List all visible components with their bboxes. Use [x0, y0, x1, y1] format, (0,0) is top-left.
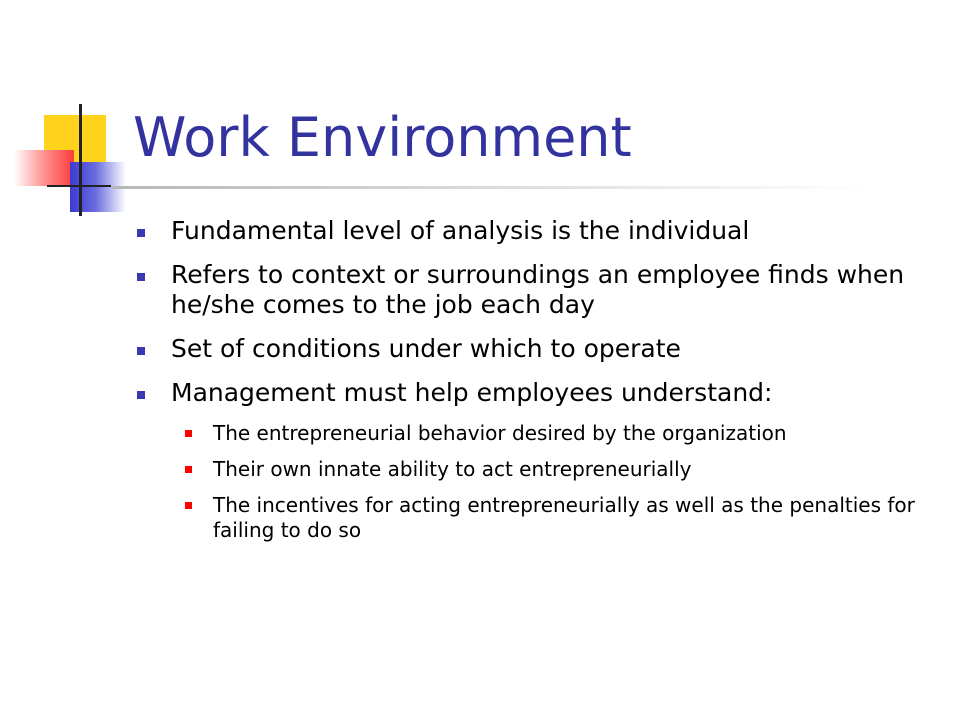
sub-bullet-item: The incentives for acting entrepreneurially as well as the penalties for failing to do so — [177, 493, 925, 543]
slide-body — [135, 216, 925, 554]
bullet-item: Set of conditions under which to operate — [135, 334, 925, 364]
sub-bullet-item: The entrepreneurial behavior desired by the organization — [177, 421, 925, 446]
decorative-vertical-line — [79, 104, 82, 216]
title-underline-rule — [112, 186, 872, 189]
decorative-red-bar — [14, 150, 74, 186]
decorative-horizontal-line — [47, 185, 111, 187]
bullet-item: Management must help employees understand: — [135, 378, 925, 408]
bullet-item: Refers to context or surroundings an employee finds when he/she comes to the job each day — [135, 260, 925, 320]
slide-title: Work Environment — [133, 106, 632, 169]
bullet-item: Fundamental level of analysis is the individual — [135, 216, 925, 246]
sub-bullet-item: Their own innate ability to act entrepreneurially — [177, 457, 925, 482]
